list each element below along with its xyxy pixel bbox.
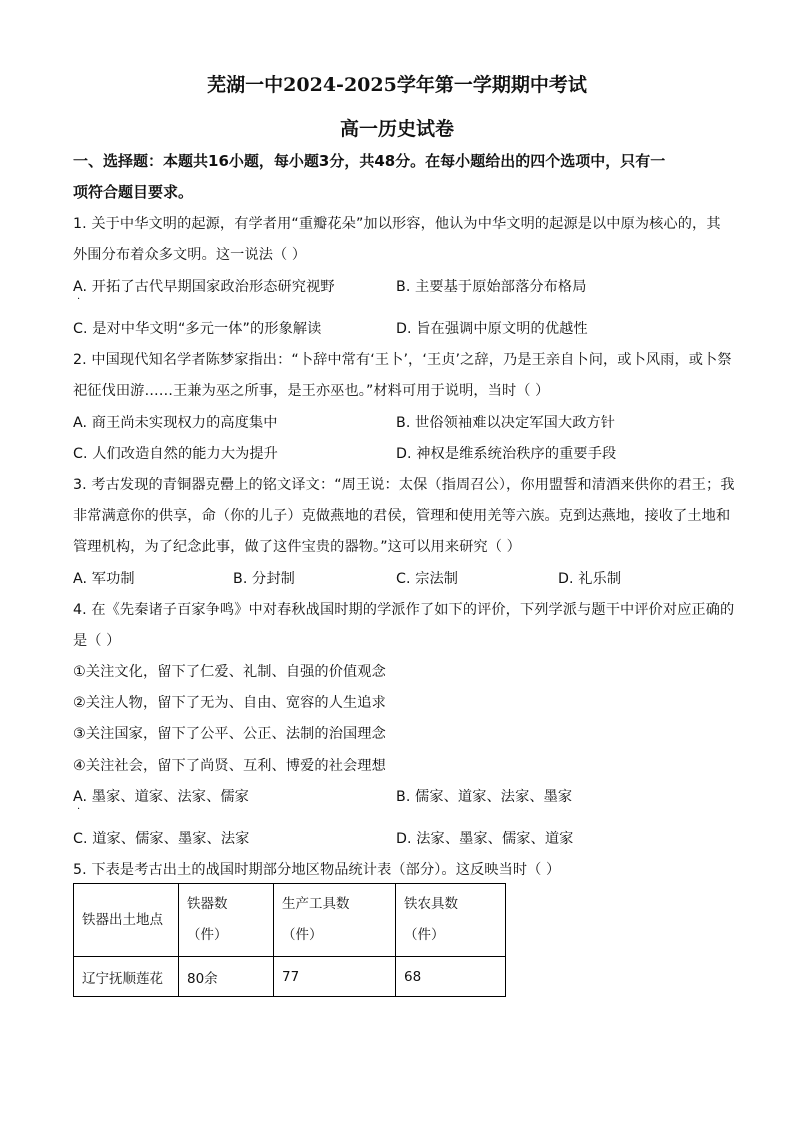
q4-option-c: C. 道家、儒家、墨家、法家 (73, 831, 250, 847)
q4-statement-1: ①关注文化，留下了仁爱、礼制、自强的价值观念 (73, 664, 386, 680)
dot-mark: · (77, 294, 81, 305)
table-header-text: 铁器数 (187, 896, 228, 912)
q3-stem-line3: 管理机构，为了纪念此事，做了这件宝贵的器物。”这可以用来研究（ ） (73, 539, 521, 555)
q1-option-d: D. 旨在强调中原文明的优越性 (396, 321, 588, 337)
section-heading-line1: 一、选择题：本题共16小题，每小题3分，共48分。在每小题给出的四个选项中，只有一 (73, 152, 666, 170)
table-header-unit: （件） (404, 927, 445, 943)
q4-option-d: D. 法家、墨家、儒家、道家 (396, 831, 574, 847)
exam-title: 芜湖一中2024-2025学年第一学期期中考试 (207, 74, 587, 96)
dot-mark: · (77, 804, 81, 815)
table-header-cell (74, 884, 179, 957)
q4-stem-line1: 4. 在《先秦诸子百家争鸣》中对春秋战国时期的学派作了如下的评价，下列学派与题干中评价对应正确的 (73, 602, 735, 618)
table-header-unit: （件） (282, 927, 323, 943)
q2-option-b: B. 世俗领袖难以决定军国大政方针 (396, 415, 616, 431)
q1-stem-line1: 1. 关于中华文明的起源，有学者用“重瓣花朵”加以形容，他认为中华文明的起源是以中原为核心的，其 (73, 216, 721, 232)
q2-option-c: C. 人们改造自然的能力大为提升 (73, 446, 278, 462)
q4-stem-line2: 是（ ） (73, 633, 121, 649)
table-header-cell (179, 884, 274, 957)
q3-option-d: D. 礼乐制 (558, 571, 622, 587)
q4-statement-3: ③关注国家，留下了公平、公正、法制的治国理念 (73, 726, 386, 742)
table-header-cell (274, 884, 396, 957)
q3-stem-line1: 3. 考古发现的青铜器克罍上的铭文译文：“周王说：太保（指周召公），你用盟誓和清酒来供你的君王；我 (73, 477, 735, 493)
table-cell: 80余 (179, 957, 274, 997)
q4-option-a: A. 墨家、道家、法家、儒家 (73, 789, 249, 805)
q3-stem-line2: 非常满意你的供享，命（你的儿子）克做燕地的君侯，管理和使用羌等六族。克到达燕地，接收了土地和 (73, 508, 731, 524)
q3-option-c: C. 宗法制 (396, 571, 459, 587)
table-header-cell (396, 884, 506, 957)
section-heading-line2: 项符合题目要求。 (73, 183, 194, 201)
q4-option-b: B. 儒家、道家、法家、墨家 (396, 789, 573, 805)
table-cell: 辽宁抚顺莲花 (74, 957, 179, 997)
q3-option-a: A. 军功制 (73, 571, 135, 587)
q5-data-table (73, 883, 506, 997)
q4-statement-2: ②关注人物，留下了无为、自由、宽容的人生追求 (73, 695, 386, 711)
table-header-text: 生产工具数 (282, 896, 350, 912)
table-cell: 77 (274, 957, 396, 997)
table-header-text: 铁器出土地点 (82, 911, 163, 928)
q1-stem-line2: 外围分布着众多文明。这一说法（ ） (73, 247, 307, 263)
table-header-text: 铁农具数 (404, 896, 458, 912)
q1-option-c: C. 是对中华文明“多元一体”的形象解读 (73, 321, 322, 337)
q1-option-b: B. 主要基于原始部落分布格局 (396, 279, 587, 295)
table-header-unit: （件） (187, 927, 228, 943)
table-header-row (74, 884, 506, 957)
q4-statement-4: ④关注社会，留下了尚贤、互利、博爱的社会理想 (73, 758, 386, 774)
q2-stem-line2: 祀征伐田游……王兼为巫之所事，是王亦巫也。”材料可用于说明，当时（ ） (73, 383, 550, 399)
q2-stem-line1: 2. 中国现代知名学者陈梦家指出：“卜辞中常有‘王卜’，‘王贞’之辞，乃是王亲自卜问，或卜风雨，或卜祭 (73, 352, 732, 368)
exam-subtitle: 高一历史试卷 (339, 118, 454, 140)
q5-stem-line1: 5. 下表是考古出土的战国时期部分地区物品统计表（部分）。这反映当时（ ） (73, 862, 561, 878)
table-cell: 68 (396, 957, 506, 997)
table-row (74, 957, 506, 997)
q1-option-a: A. 开拓了古代早期国家政治形态研究视野 (73, 279, 335, 295)
q2-option-a: A. 商王尚未实现权力的高度集中 (73, 415, 278, 431)
q3-option-b: B. 分封制 (233, 571, 295, 587)
q2-option-d: D. 神权是维系统治秩序的重要手段 (396, 446, 617, 462)
